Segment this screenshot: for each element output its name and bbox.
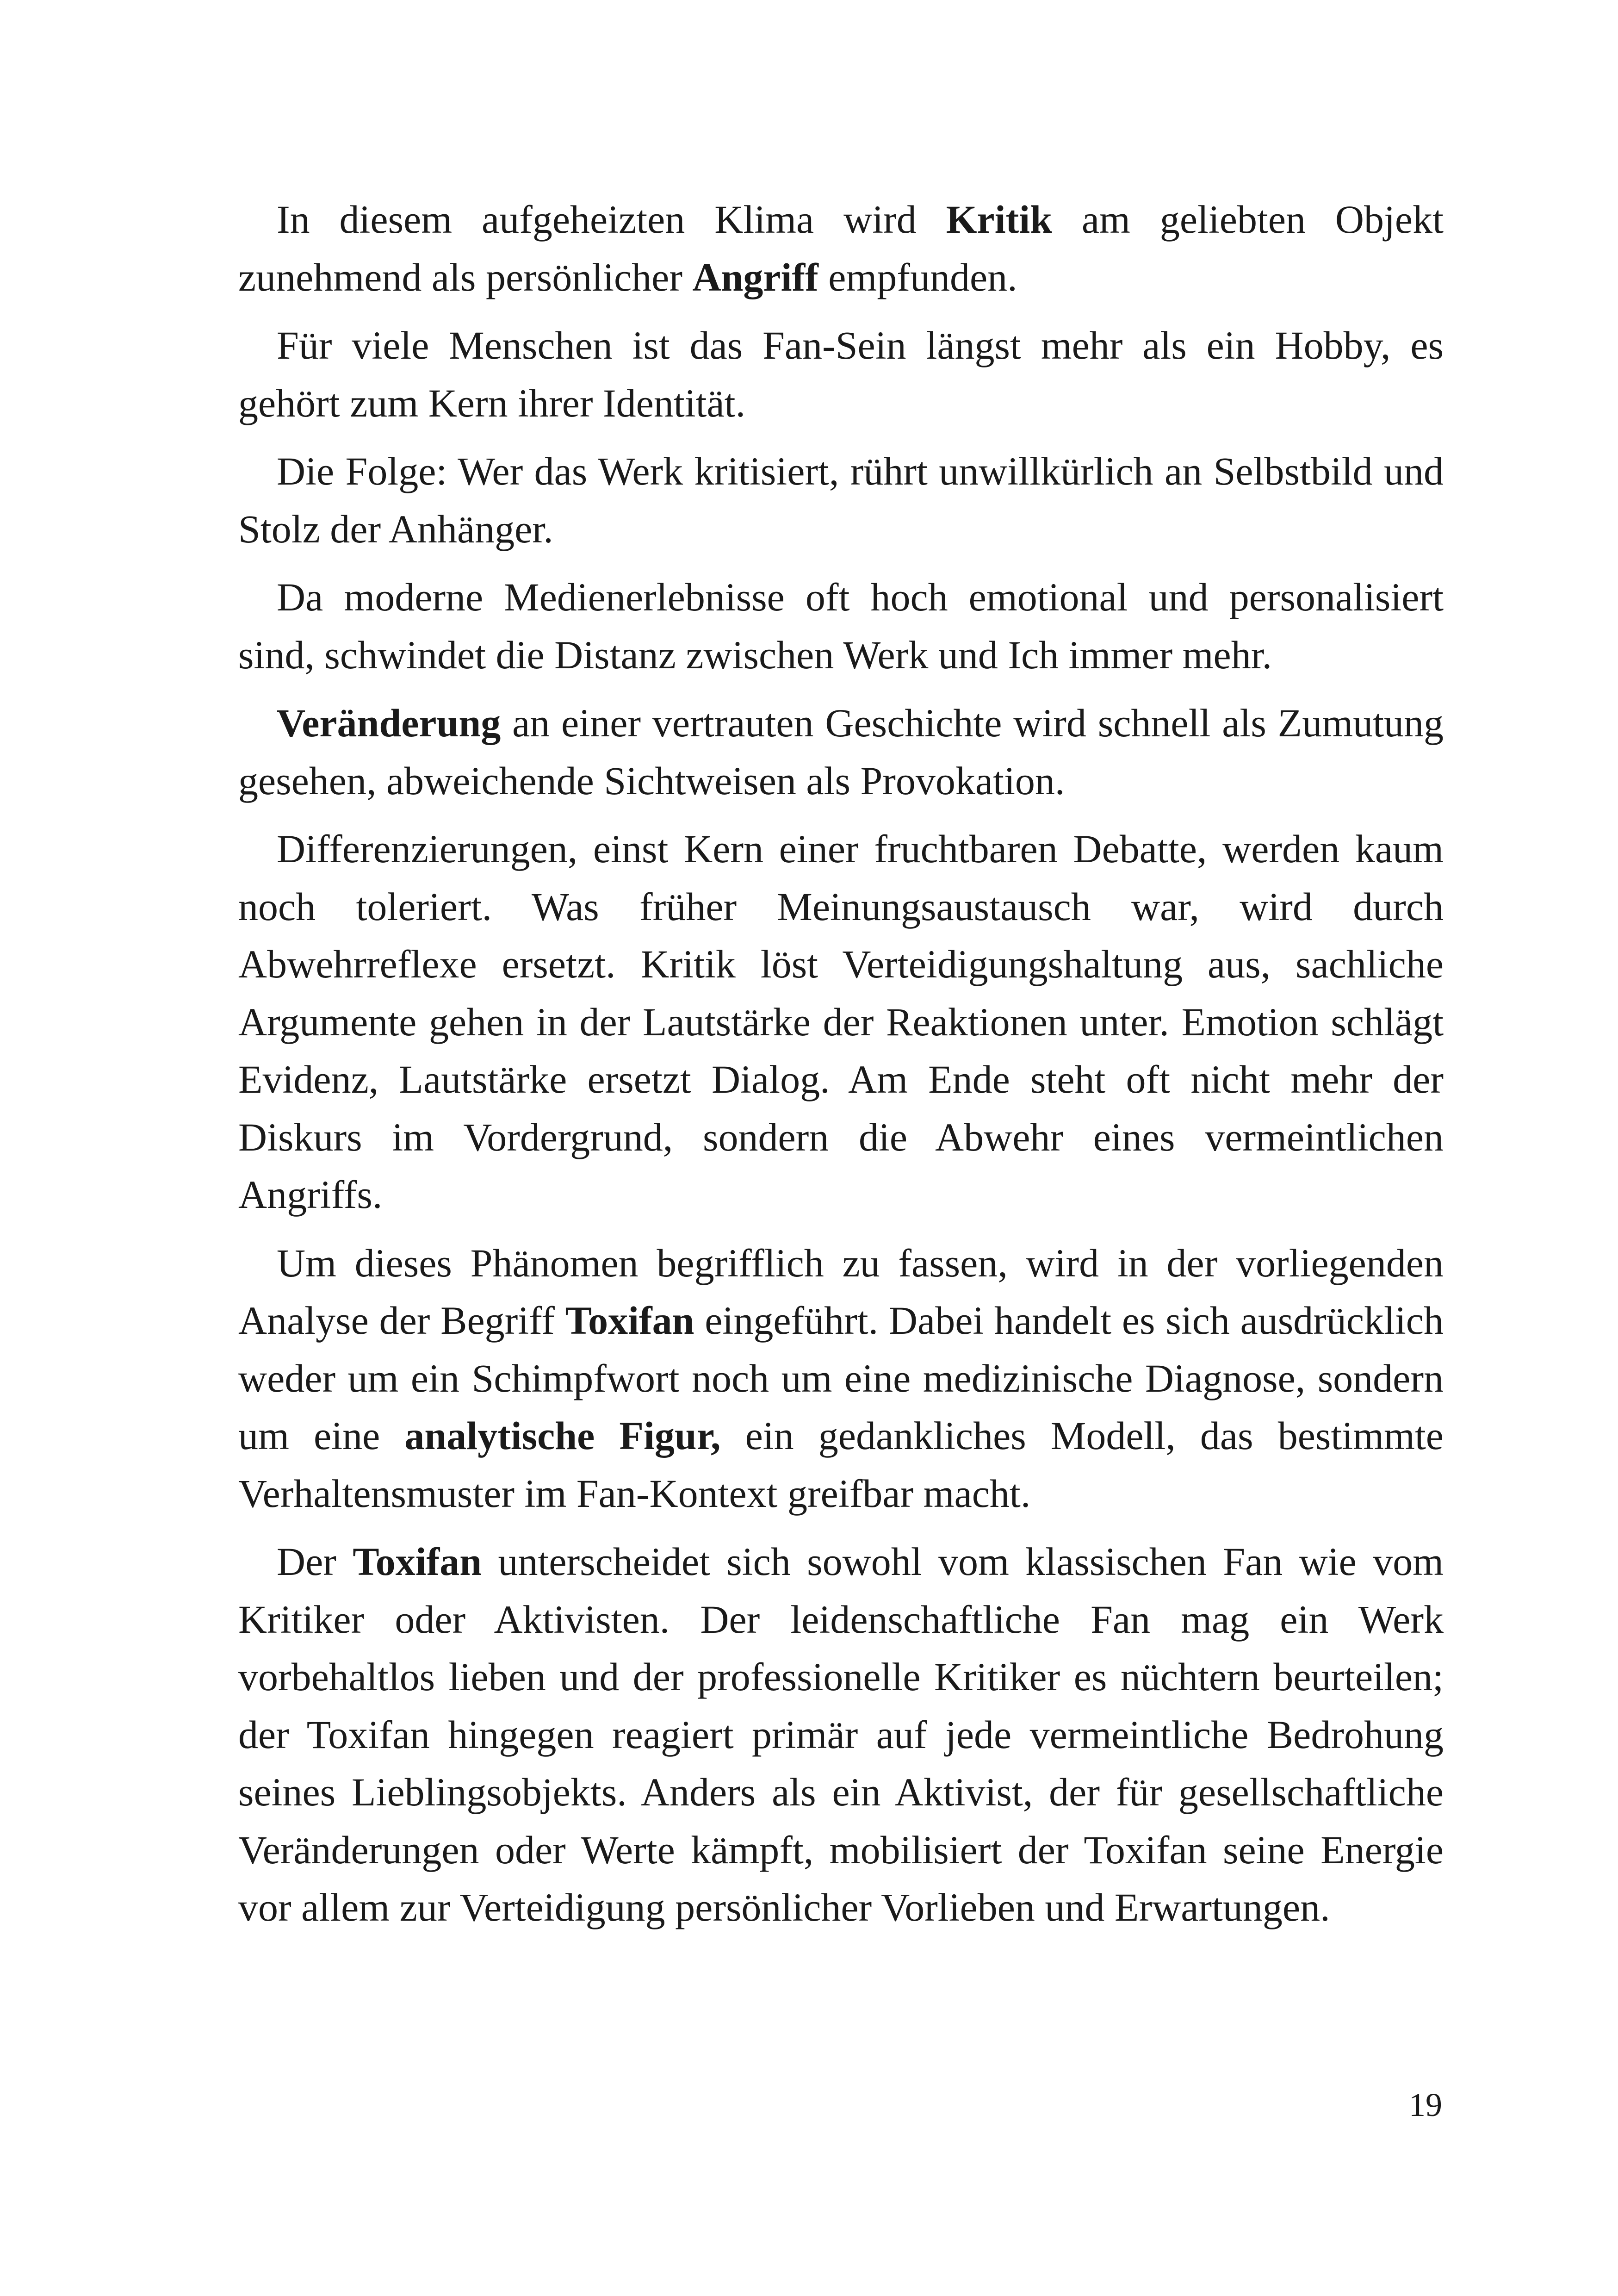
text-run: Für viele Menschen ist das Fan-Sein längst mehr als ein Hobby, es gehört zum Kern ihrer Identität. (238, 323, 1444, 425)
paragraph (238, 694, 1444, 809)
text-run: In diesem aufgeheizten Klima wird (277, 197, 946, 242)
bold-term: Toxifan (565, 1298, 694, 1343)
bold-term: Toxifan (353, 1539, 482, 1584)
paragraph (238, 1533, 1444, 1936)
text-run: Differenzierungen, einst Kern einer fruchtbaren Debatte, werden kaum noch toleriert. Was früher Meinungsaustausch war, wird durch Abwehrreflexe ersetzt. Kritik löst Verteidigungshaltung aus, sachliche Argumente gehen in der Lautstärke der Reaktionen unter. Emotion schlägt Evidenz, Lautstärke ersetzt Dialog. Am Ende steht oft nicht mehr der Diskurs im Vordergrund, sondern die Abwehr eines vermeintlichen Angriffs. (238, 827, 1444, 1217)
paragraph (238, 442, 1444, 558)
body-text (238, 191, 1444, 1947)
page-number: 19 (1409, 2086, 1442, 2123)
text-run: empfunden. (818, 255, 1017, 299)
paragraph (238, 820, 1444, 1224)
bold-term: Veränderung (277, 701, 501, 745)
text-run: eingeführt. Dabei handelt es sich ausdrücklich weder um ein Schimpfwort noch um eine medizinische Diagnose, sondern um eine (238, 1298, 1444, 1458)
text-run: am geliebten Objekt zunehmend als persönlicher (238, 197, 1444, 299)
paragraph (238, 568, 1444, 684)
text-run: Die Folge: Wer das Werk kritisiert, rührt unwillkürlich an Selbstbild und Stolz der Anhänger. (238, 449, 1444, 551)
text-run: Um dieses Phänomen begrifflich zu fassen, wird in der vorliegenden Analyse der Begriff (238, 1240, 1444, 1343)
paragraph (238, 191, 1444, 306)
bold-term: Angriff (692, 255, 818, 299)
text-run: Der (277, 1539, 353, 1584)
bold-term: Kritik (946, 197, 1052, 242)
text-run: ein gedankliches Modell, das bestimmte Verhaltensmuster im Fan-Kontext greifbar macht. (238, 1413, 1444, 1516)
text-run: Da moderne Medienerlebnisse oft hoch emotional und personalisiert sind, schwindet die Distanz zwischen Werk und Ich immer mehr. (238, 575, 1444, 677)
paragraph (238, 1234, 1444, 1523)
bold-term: analytische Figur, (404, 1413, 721, 1458)
text-run: an einer vertrauten Geschichte wird schnell als Zumutung gesehen, abweichende Sichtweisen als Provokation. (238, 701, 1444, 803)
paragraph (238, 317, 1444, 432)
text-run: unterscheidet sich sowohl vom klassischen Fan wie vom Kritiker oder Aktivisten. Der leidenschaftliche Fan mag ein Werk vorbehaltlos lieben und der professionelle Kritiker es nüchtern beurteilen; der Toxifan hingegen reagiert primär auf jede vermeintliche Bedrohung seines Lieblingsobjekts. Anders als ein Aktivist, der für gesellschaftliche Veränderungen oder Werte kämpft, mobilisiert der Toxifan seine Energie vor allem zur Verteidigung persönlicher Vorlieben und Erwartungen. (238, 1539, 1444, 1929)
